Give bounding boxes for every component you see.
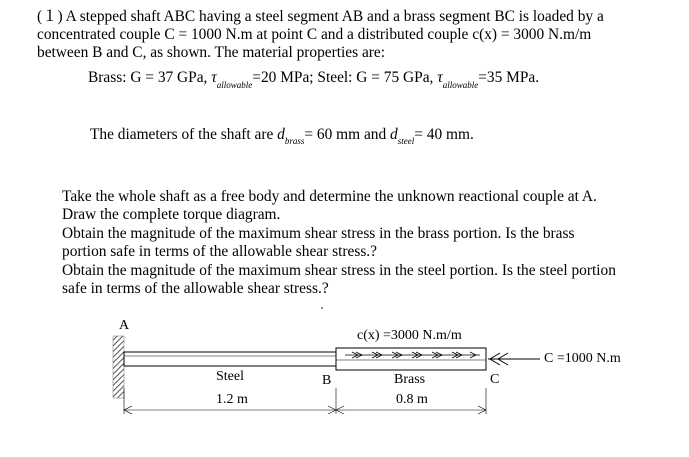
steel-allowable-text: =35 MPa.	[478, 69, 540, 86]
brass-props-text: Brass: G = 37 GPa,	[88, 69, 212, 86]
label-a: A	[119, 318, 130, 333]
steel-subscript: steel	[397, 136, 415, 146]
diam-text-c: = 40 mm.	[414, 126, 474, 143]
label-b: B	[322, 373, 332, 388]
tau-symbol: τ	[211, 69, 217, 86]
stray-dot	[321, 307, 323, 309]
task-line-5: Obtain the magnitude of the maximum shear stress in the steel portion. Is the steel portion	[62, 262, 616, 279]
brass-length: 0.8 m	[396, 392, 428, 407]
task-line-4: portion safe in terms of the allowable shear stress.?	[62, 243, 377, 260]
steel-length: 1.2 m	[216, 392, 248, 407]
allowable-subscript-2: allowable	[442, 80, 479, 90]
brass-subscript: brass	[284, 136, 305, 146]
tau-symbol-2: τ	[437, 69, 443, 86]
problem-line-3: between B and C, as shown. The material properties are:	[37, 44, 386, 61]
brass-allowable-text: =20 MPa; Steel: G = 75 GPa,	[252, 69, 438, 86]
label-c: C	[490, 372, 500, 387]
task-line-2: Draw the complete torque diagram.	[62, 206, 281, 223]
diam-text-a: The diameters of the shaft are	[90, 126, 278, 143]
diam-text-b: = 60 mm and	[304, 126, 391, 143]
d-symbol-2: d	[390, 126, 398, 143]
task-line-3: Obtain the magnitude of the maximum shear stress in the brass portion. Is the brass	[62, 225, 575, 242]
task-line-6: safe in terms of the allowable shear stress.?	[62, 280, 329, 297]
problem-line-1: (１) A stepped shaft ABC having a steel segment AB and a brass segment BC is loaded by a	[37, 8, 604, 25]
couple-arrow	[488, 353, 540, 365]
allowable-subscript: allowable	[216, 80, 253, 90]
fixed-wall	[113, 336, 124, 398]
task-line-1: Take the whole shaft as a free body and determine the unknown reactional couple at A.	[62, 188, 597, 205]
brass-segment	[336, 348, 486, 370]
dimension-lines	[124, 388, 486, 414]
problem-line-2: concentrated couple C = 1000 N.m at point C and a distributed couple c(x) = 3000 N.m/m	[37, 26, 592, 43]
d-symbol: d	[277, 126, 285, 143]
couple-label: C =1000 N.m	[544, 351, 621, 366]
steel-label: Steel	[216, 369, 244, 384]
steel-segment	[124, 352, 336, 366]
distributed-load-label: c(x) =3000 N.m/m	[357, 328, 462, 343]
brass-label: Brass	[394, 372, 426, 387]
